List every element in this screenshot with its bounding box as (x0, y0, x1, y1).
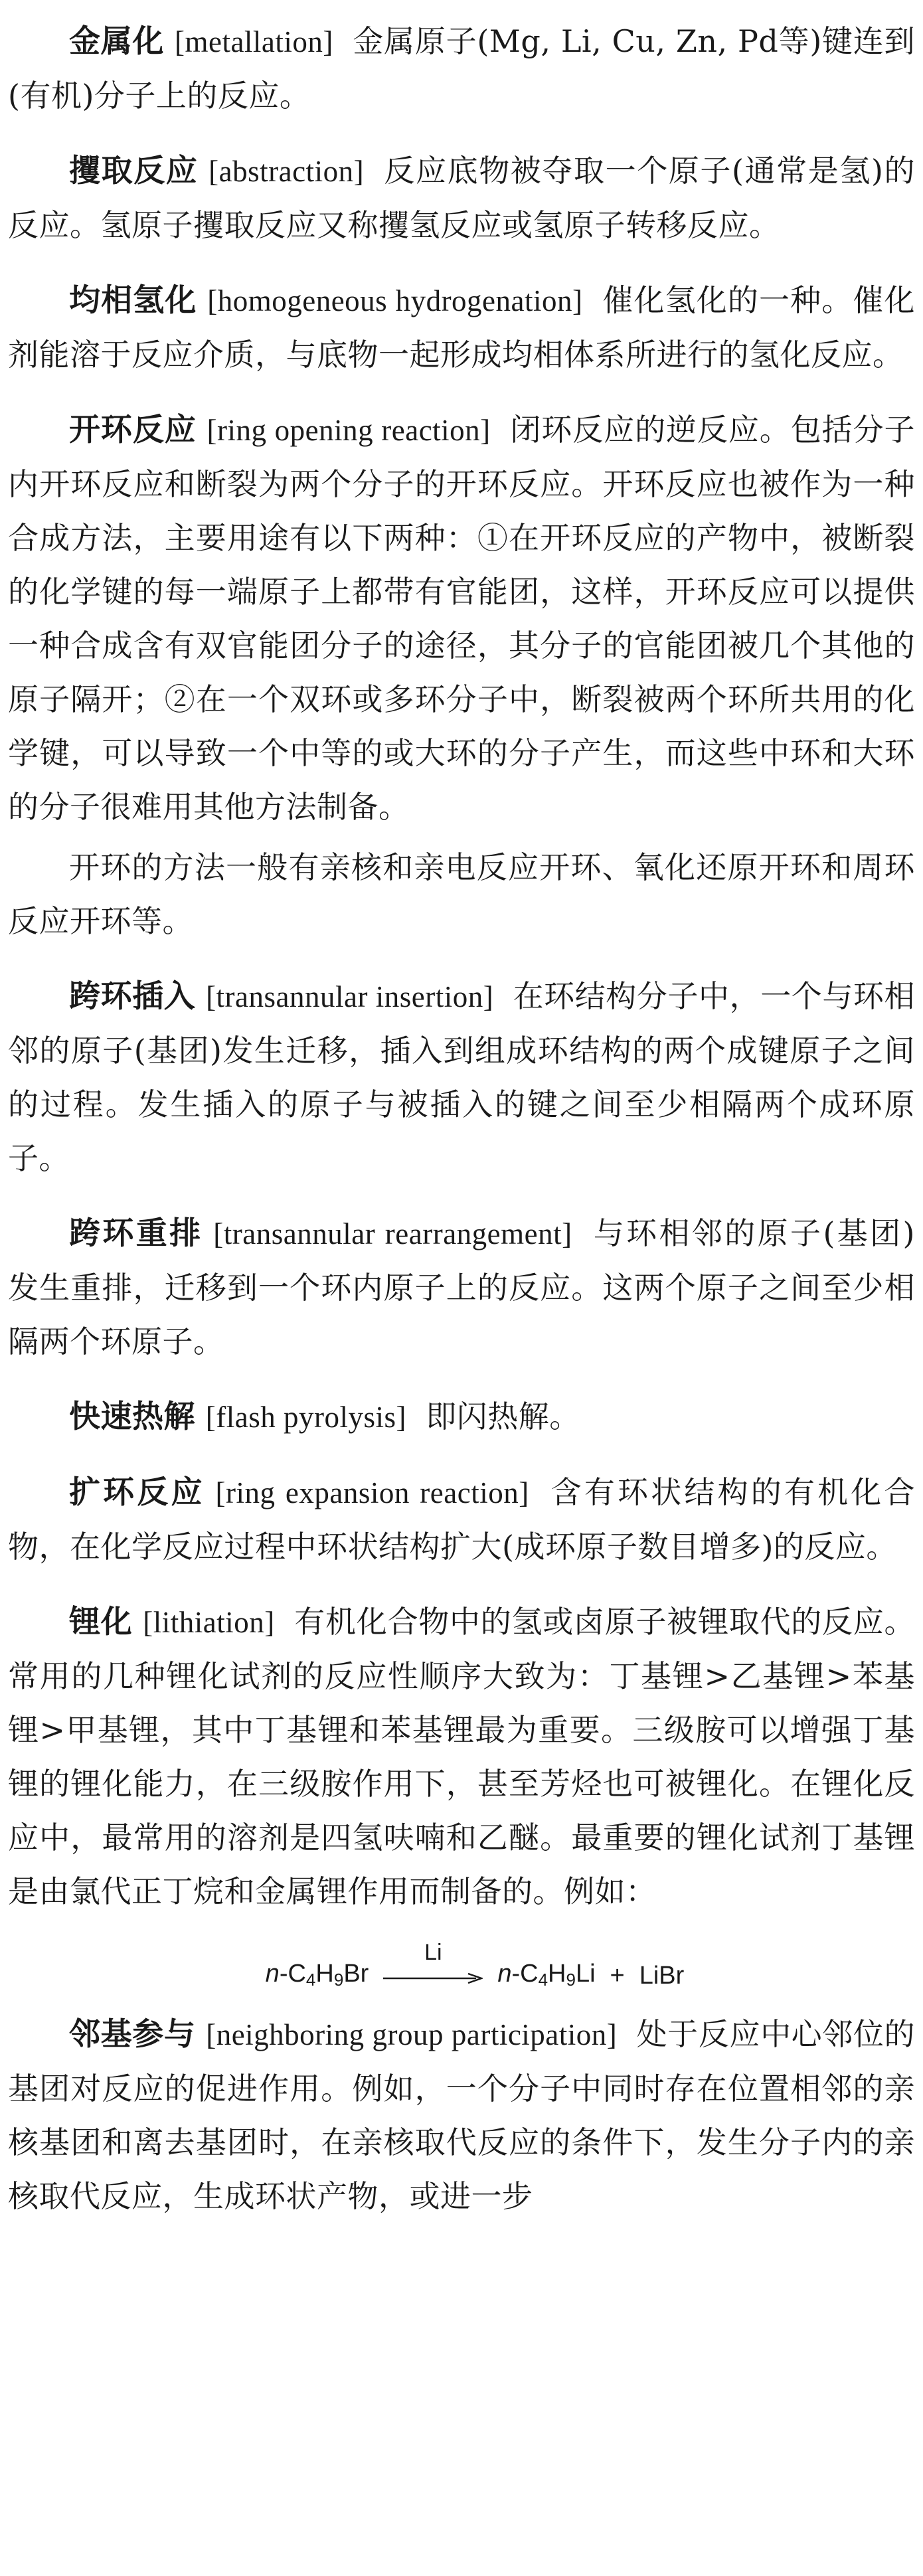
entry-term: 跨环插入 (69, 978, 196, 1015)
equation-product-c-sub: 4 (538, 1970, 548, 1990)
equation-reactant-c-sub: 4 (305, 1970, 316, 1990)
entry-english: [lithiation] (143, 1606, 275, 1639)
entry-term: 跨环重排 (69, 1215, 203, 1252)
entry-english: [ring expansion reaction] (215, 1476, 529, 1509)
reaction-reagent: Li (424, 1940, 442, 1965)
entry-definition: 有机化合物中的氢或卤原子被锂取代的反应。常用的几种锂化试剂的反应性顺序大致为：丁基锂>乙基锂>苯基锂>甲基锂，其中丁基锂和苯基锂最为重要。三级胺可以增强丁基锂的锂化能力，在三级胺作用下，甚至芳烃也可被锂化。在锂化反应中，最常用的溶剂是四氢呋喃和乙醚。最重要的锂化试剂丁基锂是由氯代正丁烷和金属锂作用而制备的。例如： (8, 1604, 916, 1909)
entry-term: 攫取反应 (69, 153, 199, 189)
entry-term: 均相氢化 (69, 282, 197, 319)
equation-byproduct: LiBr (639, 1962, 685, 1990)
entry-english: [neighboring group participation] (206, 2018, 618, 2051)
arrow-icon (383, 1973, 483, 1984)
entry-english: [transannular rearrangement] (213, 1217, 572, 1250)
entry-transannular-insertion (8, 970, 915, 1185)
equation-reactant-h: H (315, 1960, 334, 1988)
entry-definition: 含有环状结构的有机化合物，在化学反应过程中环状结构扩大(成环原子数目增多)的反应。 (8, 1474, 915, 1565)
entry-transannular-rearrangement (8, 1207, 915, 1369)
entry-definition: 处于反应中心邻位的基团对反应的促进作用。例如，一个分子中同时存在位置相邻的亲核基团和离去基团时，在亲核取代反应的条件下，发生分子内的亲核取代反应，生成环状产物，或进一步 (8, 2016, 916, 2214)
reaction-arrow (383, 1940, 483, 1990)
entry-term: 金属化 (69, 23, 165, 60)
entry-english: [ring opening reaction] (207, 414, 491, 447)
equation-reactant-rest: Br (343, 1960, 369, 1988)
entry-ring-opening-extra: 开环的方法一般有亲核和亲电反应开环、氧化还原开环和周环反应开环等。 (8, 849, 915, 939)
entry-term: 开环反应 (69, 412, 197, 448)
entry-definition: 闭环反应的逆反应。包括分子内开环反应和断裂为两个分子的开环反应。开环反应也被作为一种合成方法，主要用途有以下两种：①在开环反应的产物中，被断裂的化学键的每一端原子上都带有官能团，这样，开环反应可以提供一种合成含有双官能团分子的途径，其分子的官能团被几个其他的原子隔开；②在一个双环或多环分子中，断裂被两个环所共用的化学键，可以导致一个中等的或大环的分子产生，而这些中环和大环的分子很难用其他方法制备。 (8, 412, 916, 825)
entry-definition: 金属原子(Mg, Li, Cu, Zn, Pd等)键连到(有机)分子上的反应。 (8, 23, 916, 114)
equation-plus: + (610, 1962, 625, 1990)
entry-term: 邻基参与 (69, 2016, 196, 2053)
entry-definition: 即闪热解。 (426, 1399, 580, 1434)
equation-product-c: -C (511, 1960, 539, 1988)
lithiation-equation (8, 1931, 915, 1990)
equation-reactant-c: -C (279, 1960, 306, 1988)
entry-english: [homogeneous hydrogenation] (207, 284, 583, 317)
equation-product (497, 1960, 595, 1990)
entry-definition: 反应底物被夺取一个原子(通常是氢)的反应。氢原子攫取反应又称攫氢反应或氢原子转移反应。 (8, 153, 915, 243)
equation-product-prefix: n (497, 1960, 512, 1988)
entry-term: 扩环反应 (69, 1474, 205, 1511)
entry-abstraction (8, 144, 915, 252)
entry-definition: 与环相邻的原子(基团)发生重排，迁移到一个环内原子上的反应。这两个原子之间至少相隔两个环原子。 (8, 1215, 915, 1359)
entry-term: 锂化 (69, 1604, 133, 1640)
equation-reactant (266, 1960, 369, 1990)
equation-product-h: H (548, 1960, 566, 1988)
entry-neighboring-group-participation (8, 2008, 915, 2223)
equation-reactant-prefix: n (265, 1960, 280, 1988)
entry-lithiation (8, 1595, 915, 1919)
entry-homogeneous-hydrogenation (8, 274, 915, 382)
entry-english: [metallation] (174, 25, 333, 58)
entry-ring-expansion-reaction (8, 1466, 915, 1574)
entry-english: [flash pyrolysis] (205, 1401, 406, 1434)
entry-term: 快速热解 (69, 1399, 195, 1435)
entry-ring-opening-reaction (8, 403, 915, 834)
equation-product-h-sub: 9 (566, 1970, 576, 1990)
equation-reactant-h-sub: 9 (333, 1970, 344, 1990)
entry-definition: 催化氢化的一种。催化剂能溶于反应介质，与底物一起形成均相体系所进行的氢化反应。 (8, 282, 915, 373)
entry-metallation (8, 15, 915, 123)
entry-definition: 在环结构分子中，一个与环相邻的原子(基团)发生迁移，插入到组成环结构的两个成键原子之间的过程。发生插入的原子与被插入的键之间至少相隔两个成环原子。 (8, 978, 916, 1176)
entry-english: [abstraction] (209, 155, 365, 188)
entry-english: [transannular insertion] (206, 980, 494, 1013)
equation-product-rest: Li (575, 1960, 596, 1988)
entry-flash-pyrolysis (8, 1390, 915, 1444)
